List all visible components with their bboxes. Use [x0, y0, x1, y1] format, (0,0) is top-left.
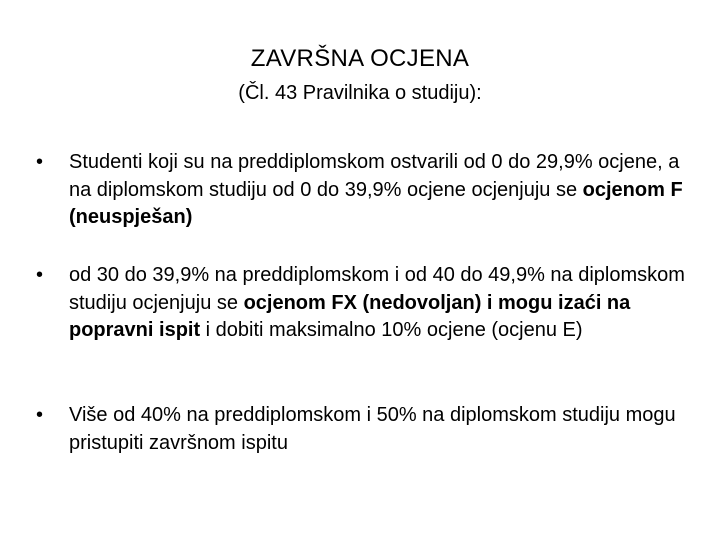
bullet-plain-text: Više od 40% na preddiplomskom i 50% na diplomskom studiju mogu pristupiti završnom ispitu	[69, 404, 676, 454]
bullet-icon: •	[36, 404, 44, 426]
bullet-bold-text: ocjenom F (neuspješan)	[69, 178, 683, 228]
slide-title: ZAVRŠNA OCJENA	[250, 45, 470, 72]
bullet-text	[69, 262, 696, 345]
bullet-plain-text: Studenti koji su na preddiplomskom ostvarili od 0 do 29,9% ocjene, a na diplomskom studiju od 0 do 39,9% ocjene ocjenjuju se	[69, 151, 680, 201]
bullet-text	[69, 402, 696, 457]
bullet-icon: •	[36, 151, 44, 173]
bullet-trailing-text: i dobiti maksimalno 10% ocjene (ocjenu E)	[200, 319, 583, 341]
slide-subtitle: (Čl. 43 Pravilnika o studiju):	[238, 82, 482, 104]
bullet-bold-text: ocjenom FX (nedovoljan) i mogu izaći na popravni ispit	[69, 291, 631, 341]
bullet-icon: •	[36, 264, 44, 286]
bullet-text	[69, 149, 696, 232]
bullet-plain-text: od 30 do 39,9% na preddiplomskom i od 40 do 49,9% na diplomskom studiju ocjenjuju se	[69, 264, 685, 314]
